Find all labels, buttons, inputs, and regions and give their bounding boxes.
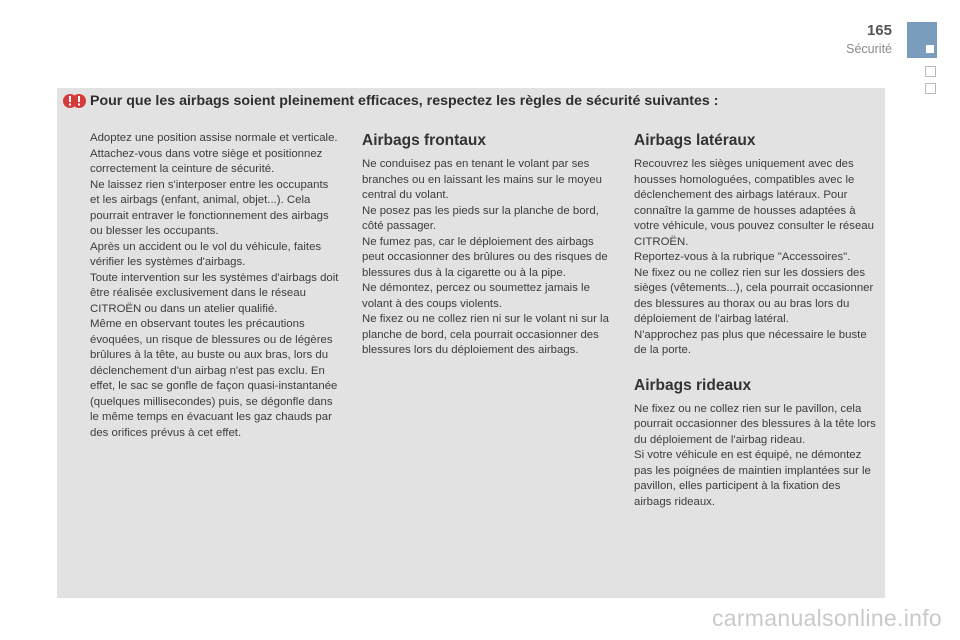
lateral-curtain-column bbox=[634, 131, 880, 510]
lateral-title: Airbags latéraux bbox=[634, 132, 756, 149]
rule-text: Si votre véhicule en est équipé, ne démontez pas les poignées de maintien implantées sur le pavillon, elles participent à la fixation des airbags rideaux. bbox=[634, 449, 871, 508]
frontal-column bbox=[362, 131, 612, 359]
rule-text: Recouvrez les sièges uniquement avec des housses homologuées, compatibles avec le déclenchement des airbags latéraux. Pour connaître la gamme de housses adaptées à votre véhicule, vous pouvez consulter le réseau CITROËN. bbox=[634, 158, 874, 248]
section-title: Sécurité bbox=[846, 42, 892, 56]
rule-text: Reportez-vous à la rubrique "Accessoires". bbox=[634, 251, 851, 263]
general-column bbox=[90, 131, 340, 441]
rule-text: Même en observant toutes les précautions évoquées, un risque de blessures ou de légères brûlures à la tête, au buste ou aux bras, lors du déclenchement d'un airbag n'est pas exclu. En effet, le sac se gonfle de façon quasi-instantanée (quelques millisecondes) puis, se dégonfle dans le même temps en évacuant les gaz chauds par des orifices prévus à cet effet. bbox=[90, 318, 338, 439]
frontal-title: Airbags frontaux bbox=[362, 132, 487, 149]
rule-text: Ne fixez ou ne collez rien sur les dossiers des sièges (vêtements...), cela pourrait occasionner des blessures au thorax ou au bras lors du déploiement de l'airbag latéral. bbox=[634, 266, 874, 325]
curtain-title: Airbags rideaux bbox=[634, 376, 752, 394]
rule-text: N'approchez pas plus que nécessaire le buste de la porte. bbox=[634, 328, 867, 356]
rule-text: Ne fumez pas, car le déploiement des airbags peut occasionner des brûlures ou des risques de blessures dus à la cigarette ou à la pipe. bbox=[362, 235, 608, 279]
rule-text: Ne laissez rien s'interposer entre les occupants et les airbags (enfant, animal, objet...). Cela pourrait entraver le fonctionnement des airbags ou blesser les occupants. bbox=[90, 178, 329, 237]
panel-headline: Pour que les airbags soient pleinement efficaces, respectez les règles de sécurité suivantes : bbox=[90, 93, 719, 109]
tab-square-icon bbox=[926, 45, 934, 53]
rule-text: Toute intervention sur les systèmes d'airbags doit être réalisée exclusivement dans le réseau CITROËN ou dans un atelier qualifié. bbox=[90, 271, 339, 315]
rule-text: Ne fixez ou ne collez rien ni sur le volant ni sur la planche de bord, cela pourrait occasionner des blessures lors du déploiement des airbags. bbox=[362, 313, 609, 356]
rule-text: Après un accident ou le vol du véhicule, faites vérifier les systèmes d'airbags. bbox=[90, 240, 322, 268]
page-number: 165 bbox=[866, 22, 892, 39]
warning-icon bbox=[63, 91, 87, 111]
rule-text: Ne posez pas les pieds sur la planche de bord, côté passager. bbox=[362, 204, 599, 232]
rule-text: Adoptez une position assise normale et verticale. bbox=[90, 132, 338, 144]
section-tab[interactable] bbox=[907, 22, 937, 58]
nav-box-icon[interactable] bbox=[925, 83, 936, 94]
nav-box-icon[interactable] bbox=[925, 66, 936, 77]
rule-text: Ne fixez ou ne collez rien sur le pavillon, cela pourrait occasionner des blessures à la tête lors du déploiement de l'airbag rideau. bbox=[634, 402, 876, 446]
watermark: carmanualsonline.info bbox=[711, 605, 942, 631]
rule-text: Attachez-vous dans votre siège et positionnez correctement la ceinture de sécurité. bbox=[90, 147, 323, 175]
rule-text: Ne conduisez pas en tenant le volant par ses branches ou en laissant les mains sur le moyeu central du volant. bbox=[362, 158, 602, 201]
rule-text: Ne démontez, percez ou soumettez jamais le volant à des coups violents. bbox=[362, 282, 590, 310]
